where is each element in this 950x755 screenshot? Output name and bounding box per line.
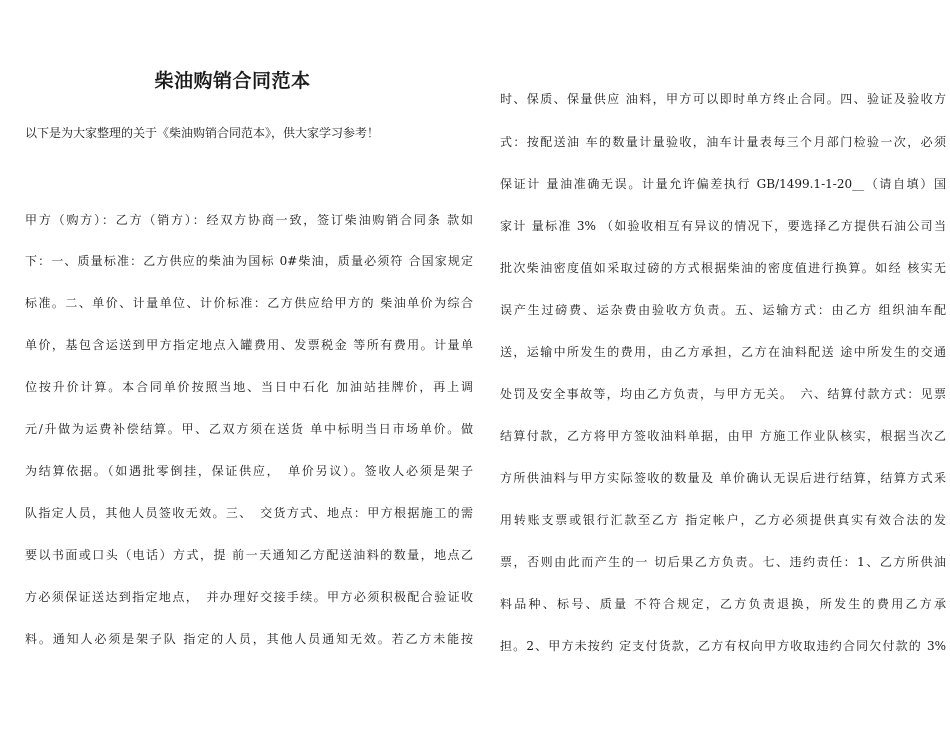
text-line: 要以书面或口头（电话）方式，提 前一天通知乙方配送油料的数量，地点乙 [25, 548, 473, 562]
intro-paragraph: 以下是为大家整理的关于《柴油购销合同范本》，供大家学习参考！ [25, 126, 380, 140]
text-line: 队指定人员，其他人员签收无效。三、 交货方式、地点：甲方根据施工的需 [25, 506, 473, 520]
text-line: 票，否则由此而产生的一 切后果乙方负责。七、违约责任：1、乙方所供油 [500, 555, 946, 569]
text-line: 式：按配送油 车的数量计量验收，油车计量表每三个月部门检验一次，必须 [500, 135, 946, 149]
text-line: 方所供油料与甲方实际签收的数量及 单价确认无误后进行结算，结算方式釆 [500, 471, 946, 485]
text-line: 家计 量标准 3% （如验收相互有异议的情况下，要选择乙方提供石油公司当 [500, 219, 946, 233]
text-line: 标准。二、单价、计量单位、计价标准：乙方供应给甲方的 柴油单价为综合 [25, 296, 473, 310]
text-line: 位按升价计算。本合同单价按照当地、当日中石化 加油站挂牌价，再上调 [25, 380, 473, 394]
text-line: 用转账支票或银行汇款至乙方 指定帐户，乙方必须提供真实有效合法的发 [500, 513, 946, 527]
text-line: 处罚及安全事故等，均由乙方负责，与甲方无关。 六、结算付款方式：见票 [500, 387, 946, 401]
text-line: 送，运输中所发生的费用，由乙方承担，乙方在油料配送 途中所发生的交通 [500, 345, 946, 359]
text-line: 批次柴油密度值如采取过磅的方式根据柴油的密度值进行换算。如经 核实无 [500, 261, 946, 275]
text-line: 料品种、标号、质量 不符合规定，乙方负责退换，所发生的费用乙方承 [500, 597, 946, 611]
text-line: 误产生过磅费、运杂费由验收方负责。五、运输方式：由乙方 组织油车配 [500, 303, 946, 317]
document-title: 柴油购销合同范本 [154, 70, 311, 92]
text-line: 元/升做为运费补偿结算。甲、乙双方须在送货 单中标明当日市场单价。做 [25, 422, 473, 436]
text-line: 甲方（购方）：乙方（销方）：经双方协商一致，签订柴油购销合同条 款如 [25, 213, 473, 227]
text-line: 单价，基包含运送到甲方指定地点入罐费用、发票税金 等所有费用。计量单 [25, 338, 473, 352]
text-line: 方必须保证送达到指定地点， 并办理好交接手续。甲方必须积极配合验证收 [25, 590, 473, 604]
text-line: 下：一、质量标准：乙方供应的柴油为国标 0#柴油，质量必须符 合国家规定 [25, 254, 473, 268]
text-line: 时、保质、保量供应 油料，甲方可以即时单方终止合同。四、验证及验收方 [500, 92, 946, 106]
text-line: 担。2、甲方未按约 定支付货款，乙方有权向甲方收取违约合同欠付款的 3% [500, 639, 946, 653]
text-line: 保证计 量油准确无误。计量允许偏差执行 GB/1499.1-1-20__（请自填）国 [500, 177, 946, 191]
text-line: 料。通知人必须是架子队 指定的人员，其他人员通知无效。若乙方未能按 [25, 632, 473, 646]
text-line: 结算付款，乙方将甲方签收油料单据，由甲 方施工作业队核实，根据当次乙 [500, 429, 946, 443]
text-line: 为结算依据。（如遇批零倒挂，保证供应， 单价另议）。签收人必须是架子 [25, 464, 473, 478]
